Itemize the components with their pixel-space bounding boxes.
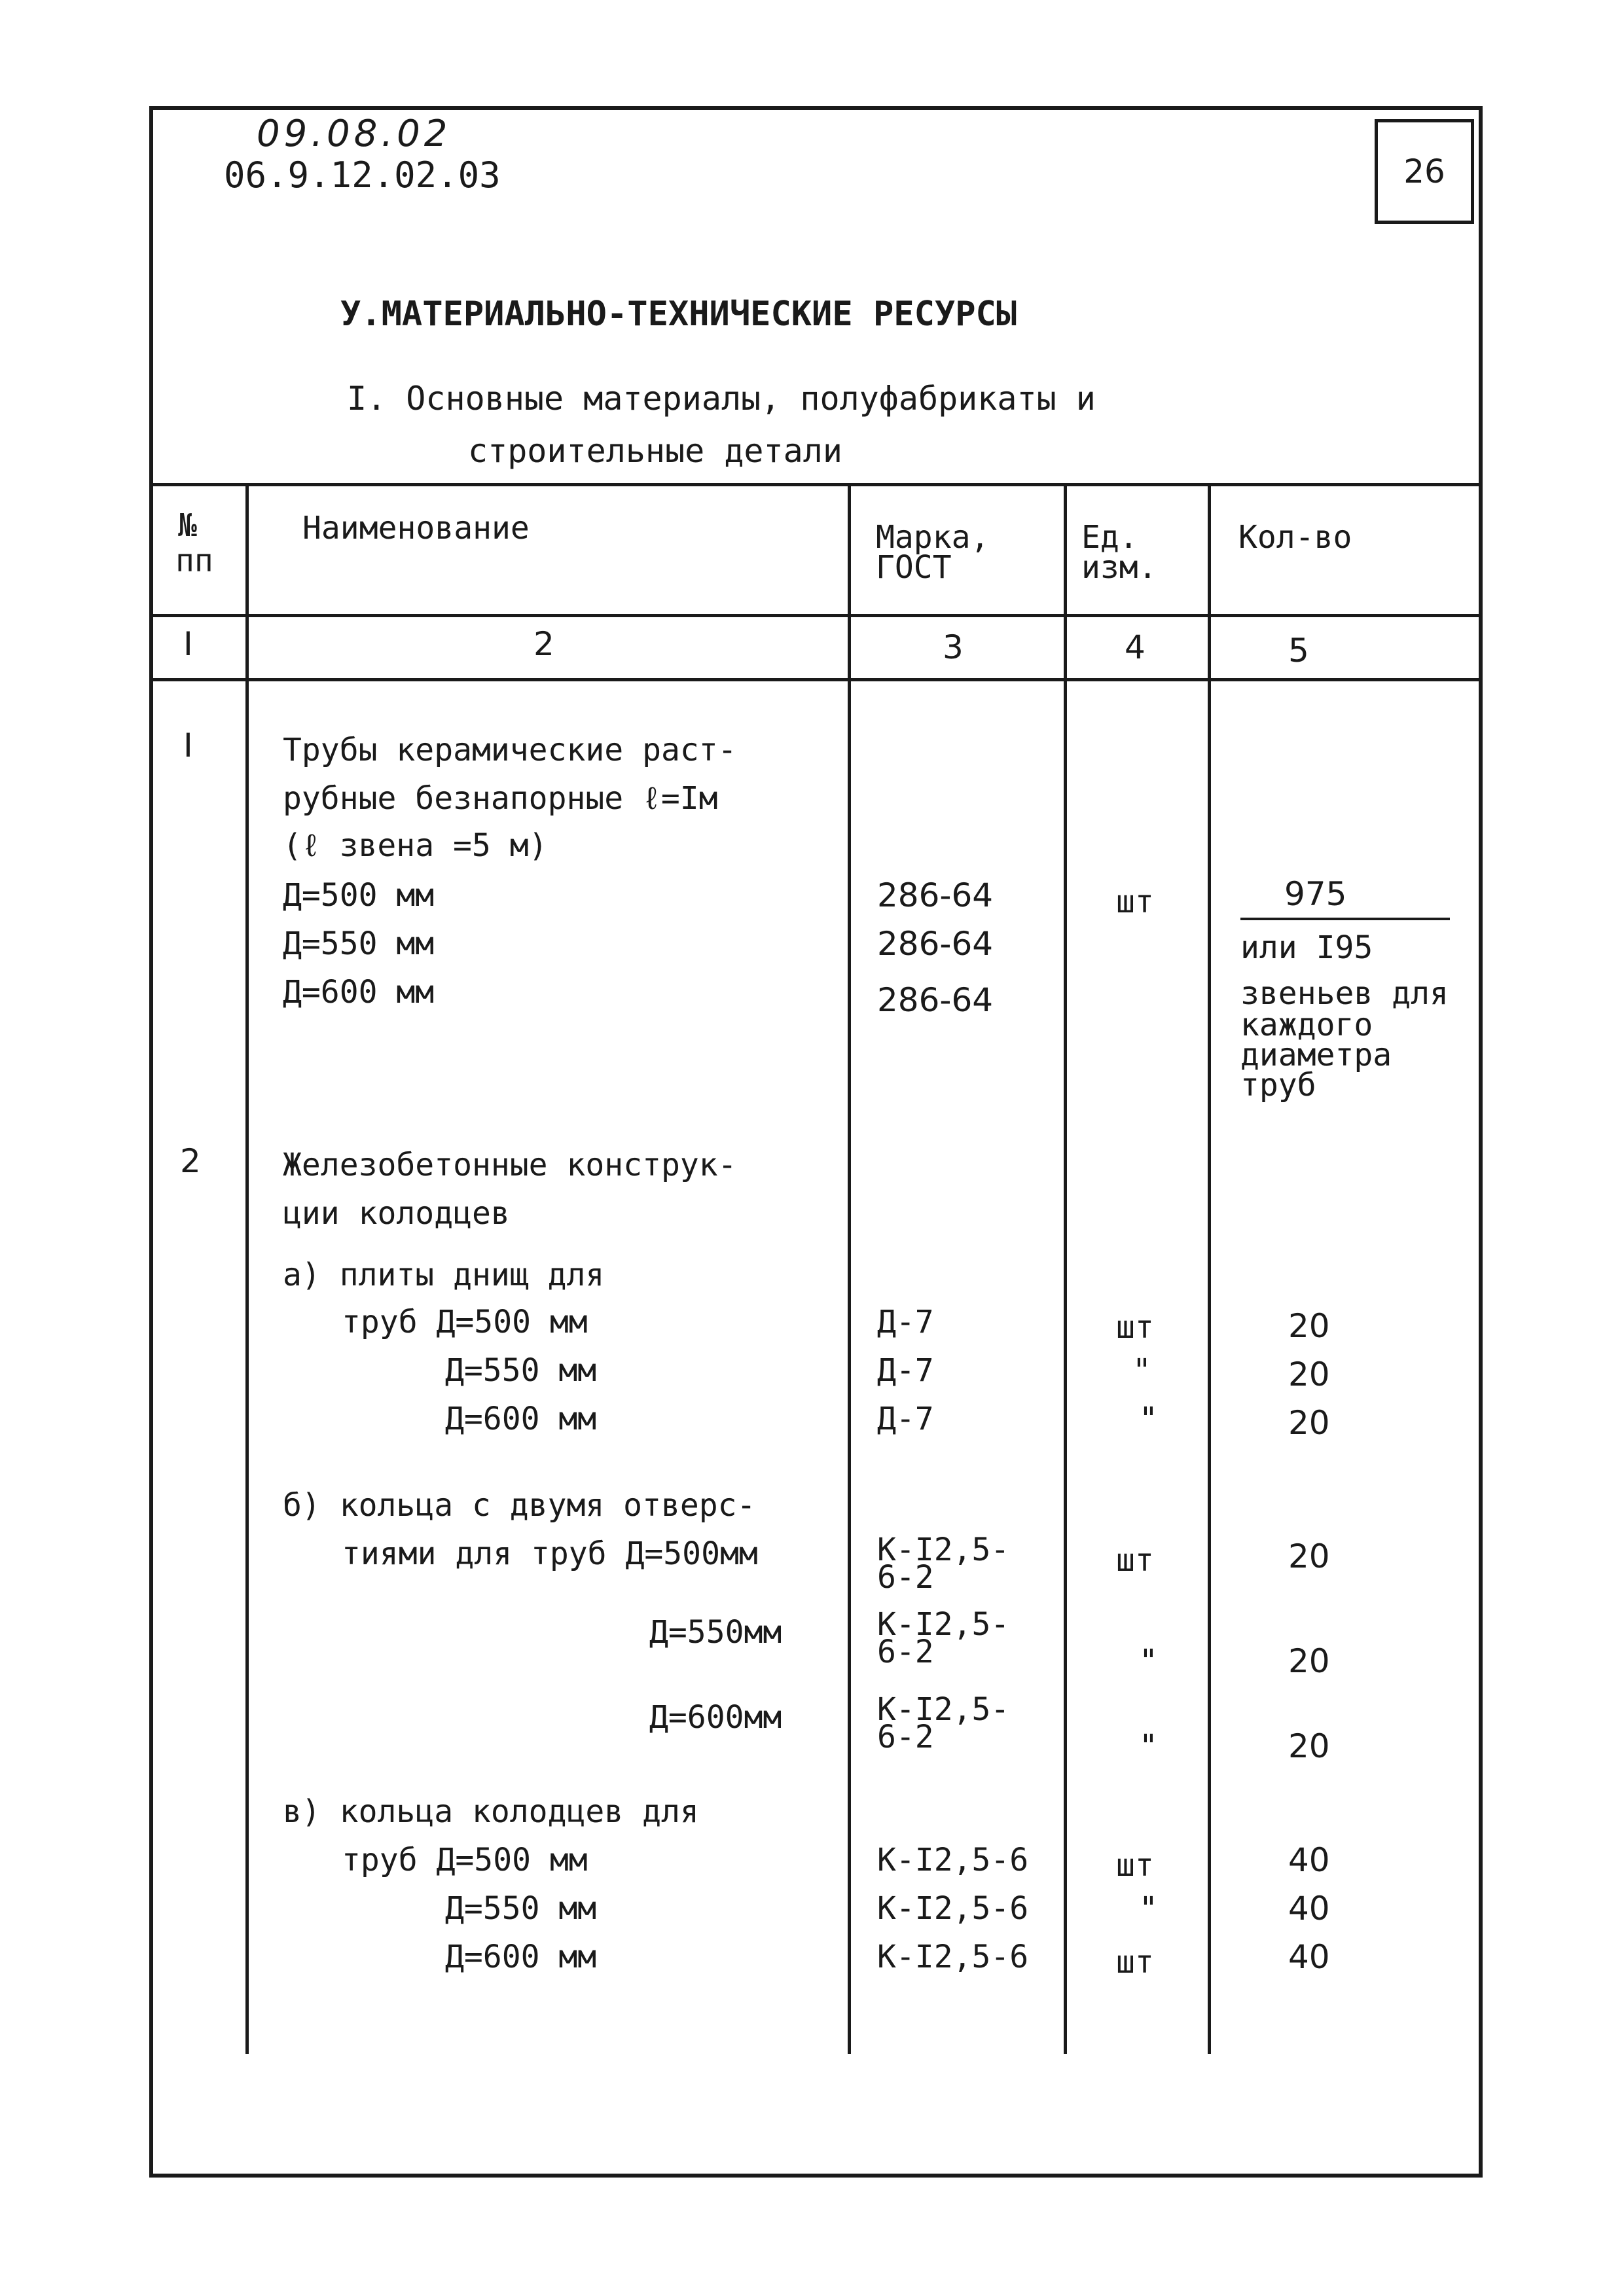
page-number-box xyxy=(1375,119,1474,224)
subsection-c-row3-name: Д=600 мм xyxy=(445,1939,597,1975)
subsection-a-row1-qty: 20 xyxy=(1288,1307,1330,1345)
subsection-c-row1-name: труб Д=500 мм xyxy=(342,1842,588,1878)
item1-row2-name: Д=550 мм xyxy=(283,925,435,962)
item1-quantity-line4: диаметра xyxy=(1240,1037,1392,1073)
subsection-a-row2-name: Д=550 мм xyxy=(445,1352,597,1389)
item1-row1-mark: 286-64 xyxy=(877,876,994,914)
subsection-a-row1-unit: шт xyxy=(1116,1309,1154,1346)
subsection-b-row1-mark-line1: К-I2,5- xyxy=(877,1532,1010,1568)
header-number-line1: № xyxy=(178,507,197,544)
quantity-fraction-line xyxy=(1240,918,1450,920)
item1-name-line1: Трубы керамические раст- xyxy=(283,732,737,768)
subsection-c-row2-mark: К-I2,5-6 xyxy=(877,1890,1029,1927)
page-number: 26 xyxy=(1403,152,1445,190)
handwritten-date: 09.08.02 xyxy=(257,113,452,155)
item1-quantity-top: 975 xyxy=(1284,875,1347,913)
item1-quantity-line1: или I95 xyxy=(1240,929,1373,966)
item1-unit: шт xyxy=(1116,884,1154,920)
item1-row3-mark: 286-64 xyxy=(877,981,994,1019)
subsection-a-title: а) плиты днищ для xyxy=(283,1257,605,1293)
subsection-b-row1-name: тиями для труб Д=500мм xyxy=(342,1535,758,1572)
subsection-a-row2-qty: 20 xyxy=(1288,1355,1330,1393)
subsection-b-row3-qty: 20 xyxy=(1288,1727,1330,1765)
subsection-c-row1-mark: К-I2,5-6 xyxy=(877,1842,1029,1878)
subsection-a-row3-qty: 20 xyxy=(1288,1404,1330,1442)
column-divider-3 xyxy=(1064,483,1067,2054)
column-number-1: I xyxy=(183,625,193,663)
subsection-c-row2-qty: 40 xyxy=(1288,1890,1330,1928)
item1-number: I xyxy=(183,726,193,764)
table-top-rule xyxy=(149,483,1483,486)
subsection-b-row2-qty: 20 xyxy=(1288,1642,1330,1680)
header-unit-line1: Ед. xyxy=(1081,519,1138,556)
subsection-c-row3-unit: шт xyxy=(1116,1944,1154,1981)
subsection-b-row2-mark-line2: 6-2 xyxy=(877,1634,934,1670)
column-number-5: 5 xyxy=(1288,632,1309,670)
item1-name-line3: (ℓ звена =5 м) xyxy=(283,827,548,864)
section-subtitle-line1: I. Основные материалы, полуфабрикаты и xyxy=(347,380,1096,418)
item2-name-line2: ции колодцев xyxy=(283,1195,510,1232)
column-number-3: 3 xyxy=(943,628,964,666)
item1-name-line2: рубные безнапорные ℓ=Iм xyxy=(283,780,718,817)
column-number-rule xyxy=(149,678,1483,681)
subsection-a-row1-name: труб Д=500 мм xyxy=(342,1304,588,1340)
column-divider-1 xyxy=(245,483,249,2054)
subsection-b-row2-name: Д=550мм xyxy=(649,1614,782,1651)
subsection-b-row3-mark-line2: 6-2 xyxy=(877,1719,934,1755)
subsection-c-row1-unit: шт xyxy=(1116,1847,1154,1884)
subsection-a-row2-mark: Д-7 xyxy=(877,1352,934,1389)
column-divider-4 xyxy=(1208,483,1211,2054)
column-number-4: 4 xyxy=(1125,628,1146,666)
item1-row1-name: Д=500 мм xyxy=(283,877,435,914)
subsection-b-row1-mark-line2: 6-2 xyxy=(877,1559,934,1596)
subsection-b-row1-qty: 20 xyxy=(1288,1537,1330,1575)
header-mark-line1: Марка, xyxy=(876,519,990,556)
header-number-line2: пп xyxy=(175,543,213,579)
subsection-c-row1-qty: 40 xyxy=(1288,1841,1330,1879)
subsection-c-row3-mark: К-I2,5-6 xyxy=(877,1939,1029,1975)
subsection-a-row1-mark: Д-7 xyxy=(877,1304,934,1340)
subsection-b-row3-unit: " xyxy=(1139,1728,1158,1765)
subsection-b-row3-name: Д=600мм xyxy=(649,1699,782,1736)
subsection-c-row2-unit: " xyxy=(1139,1890,1158,1927)
header-name: Наименование xyxy=(302,510,530,547)
subsection-b-row1-unit: шт xyxy=(1116,1542,1154,1579)
subsection-c-row2-name: Д=550 мм xyxy=(445,1890,597,1927)
header-quantity: Кол-во xyxy=(1238,519,1352,556)
subsection-b-row3-mark-line1: К-I2,5- xyxy=(877,1691,1010,1728)
subsection-a-row3-mark: Д-7 xyxy=(877,1401,934,1437)
document-code: 06.9.12.02.03 xyxy=(224,154,501,196)
section-subtitle-line2: строительные детали xyxy=(468,432,842,470)
item1-quantity-line3: каждого xyxy=(1240,1007,1373,1043)
item1-row2-mark: 286-64 xyxy=(877,925,994,963)
subsection-b-row2-mark-line1: К-I2,5- xyxy=(877,1606,1010,1643)
header-mark-line2: ГОСТ xyxy=(876,549,952,586)
section-title: У.МАТЕРИАЛЬНО-ТЕХНИЧЕСКИЕ РЕСУРСЫ xyxy=(340,295,1017,334)
item2-name-line1: Железобетонные конструк- xyxy=(283,1147,737,1183)
item2-number: 2 xyxy=(180,1142,201,1180)
subsection-a-row2-unit: " xyxy=(1132,1352,1151,1389)
header-divider-rule xyxy=(149,614,1483,617)
subsection-a-row3-name: Д=600 мм xyxy=(445,1401,597,1437)
header-unit-line2: изм. xyxy=(1081,549,1157,586)
item1-quantity-line5: труб xyxy=(1240,1067,1316,1103)
column-number-2: 2 xyxy=(533,625,554,663)
item1-row3-name: Д=600 мм xyxy=(283,974,435,1011)
item1-quantity-line2: звеньев для xyxy=(1240,975,1449,1012)
subsection-c-row3-qty: 40 xyxy=(1288,1938,1330,1976)
subsection-a-row3-unit: " xyxy=(1139,1401,1158,1437)
subsection-b-row2-unit: " xyxy=(1139,1643,1158,1679)
subsection-c-title: в) кольца колодцев для xyxy=(283,1793,699,1830)
column-divider-2 xyxy=(848,483,851,2054)
subsection-b-title: б) кольца с двумя отверс- xyxy=(283,1487,756,1524)
